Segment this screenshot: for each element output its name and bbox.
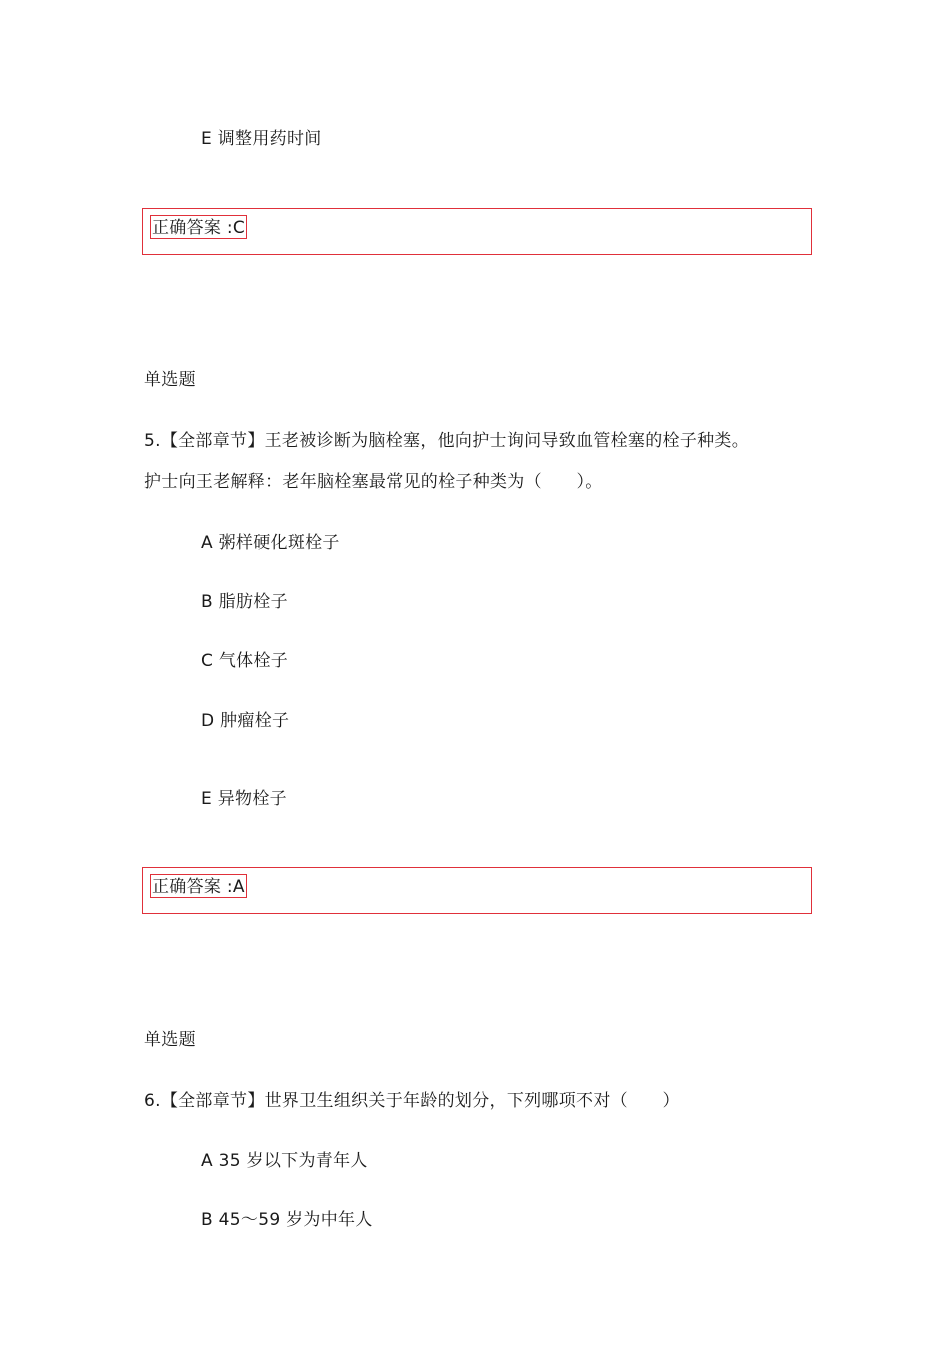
q4-answer-label: 正确答案 :C: [150, 215, 247, 239]
q5-option-d: D 肿瘤栓子: [201, 711, 290, 731]
q5-stem-line2: 护士向王老解释：老年脑栓塞最常见的栓子种类为（ ）。: [144, 472, 603, 492]
q5-option-a: A 粥样硬化斑栓子: [201, 533, 340, 553]
q5-answer-box: [142, 867, 812, 914]
q6-type-label: 单选题: [144, 1030, 196, 1050]
q5-answer-label: 正确答案 :A: [150, 874, 247, 898]
q5-option-b: B 脂肪栓子: [201, 592, 288, 612]
q6-option-a: A 35 岁以下为青年人: [201, 1151, 368, 1171]
q5-option-e: E 异物栓子: [201, 789, 287, 809]
q6-option-b: B 45～59 岁为中年人: [201, 1210, 373, 1230]
q5-option-c: C 气体栓子: [201, 651, 289, 671]
q6-stem: 6.【全部章节】世界卫生组织关于年龄的划分，下列哪项不对（ ）: [144, 1091, 680, 1111]
q5-type-label: 单选题: [144, 370, 196, 390]
q4-option-e: E 调整用药时间: [201, 129, 322, 149]
q5-stem-line1: 5.【全部章节】王老被诊断为脑栓塞，他向护士询问导致血管栓塞的栓子种类。: [144, 431, 750, 451]
q4-answer-box: [142, 208, 812, 255]
